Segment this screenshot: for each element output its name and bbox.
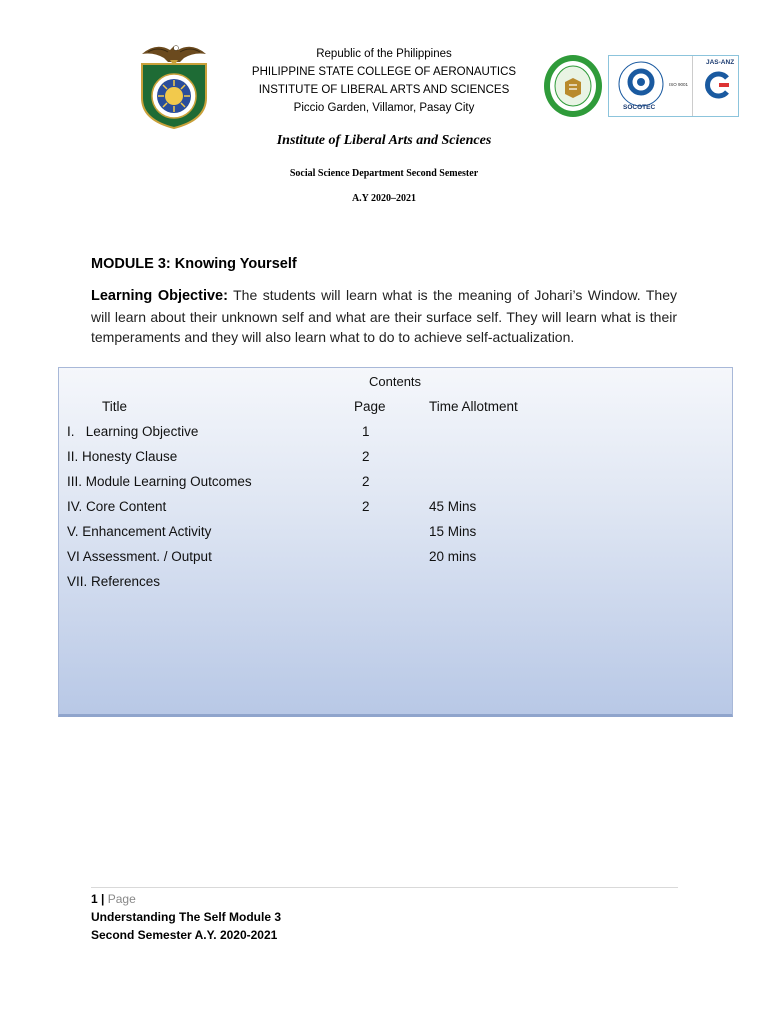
socotec-icon: [615, 60, 667, 108]
jasanz-label: JAS-ANZ: [706, 59, 735, 66]
jasanz-icon: [703, 70, 733, 100]
toc-time: 20 mins: [429, 549, 477, 564]
footer-rule: [91, 887, 678, 888]
header-institute: INSTITUTE OF LIBERAL ARTS AND SCIENCES: [258, 84, 510, 96]
contents-heading: Contents: [369, 374, 422, 389]
logo-divider: [692, 56, 693, 116]
page-separator: |: [101, 892, 105, 906]
toc-title: III. Module Learning Outcomes: [67, 474, 252, 489]
contents-box: [58, 367, 733, 717]
page-word: Page: [107, 892, 136, 906]
toc-title: VI Assessment. / Output: [67, 549, 212, 564]
toc-title: VII. References: [67, 574, 161, 589]
learning-objective: [91, 285, 677, 348]
header-college: PHILIPPINE STATE COLLEGE OF AERONAUTICS: [251, 66, 517, 78]
objective-text: The students will learn what is the meaning of Johari’s Window. They will learn about their unknown self and what are their surface self. They will learn what is their temperaments and they will also learn what to do to achieve self-actualization.: [91, 287, 677, 345]
page-number: 1: [91, 892, 98, 906]
toc-title: I. Learning Objective: [67, 424, 199, 439]
department-line: Social Science Department Second Semester: [289, 168, 479, 179]
certification-logos: [608, 55, 739, 117]
toc-title: IV. Core Content: [67, 499, 167, 514]
academic-year: A.Y 2020–2021: [351, 193, 417, 204]
header-address: Piccio Garden, Villamor, Pasay City: [293, 102, 475, 114]
institute-title: Institute of Liberal Arts and Sciences: [276, 133, 492, 148]
footer-module: Understanding The Self Module 3: [91, 910, 282, 924]
toc-title: II. Honesty Clause: [67, 449, 178, 464]
module-title: MODULE 3: Knowing Yourself: [91, 256, 297, 272]
ilas-seal-logo: [543, 54, 603, 118]
iso-label: ISO 9001: [669, 82, 689, 87]
toc-title: V. Enhancement Activity: [67, 524, 212, 539]
toc-page: 2: [362, 474, 370, 489]
toc-page: 2: [362, 449, 370, 464]
col-page-header: Page: [354, 399, 386, 414]
col-title-header: Title: [102, 399, 128, 414]
footer-semester: Second Semester A.Y. 2020-2021: [91, 928, 278, 942]
toc-page: 2: [362, 499, 370, 514]
header-republic: Republic of the Philippines: [316, 48, 452, 60]
toc-time: 15 Mins: [429, 524, 477, 539]
col-time-header: Time Allotment: [429, 399, 518, 414]
socotec-label: SOCOTEC: [623, 104, 656, 111]
toc-time: 45 Mins: [429, 499, 477, 514]
objective-label: Learning Objective:: [91, 288, 228, 304]
toc-page: 1: [362, 424, 370, 439]
footer-page-line: [91, 892, 136, 906]
